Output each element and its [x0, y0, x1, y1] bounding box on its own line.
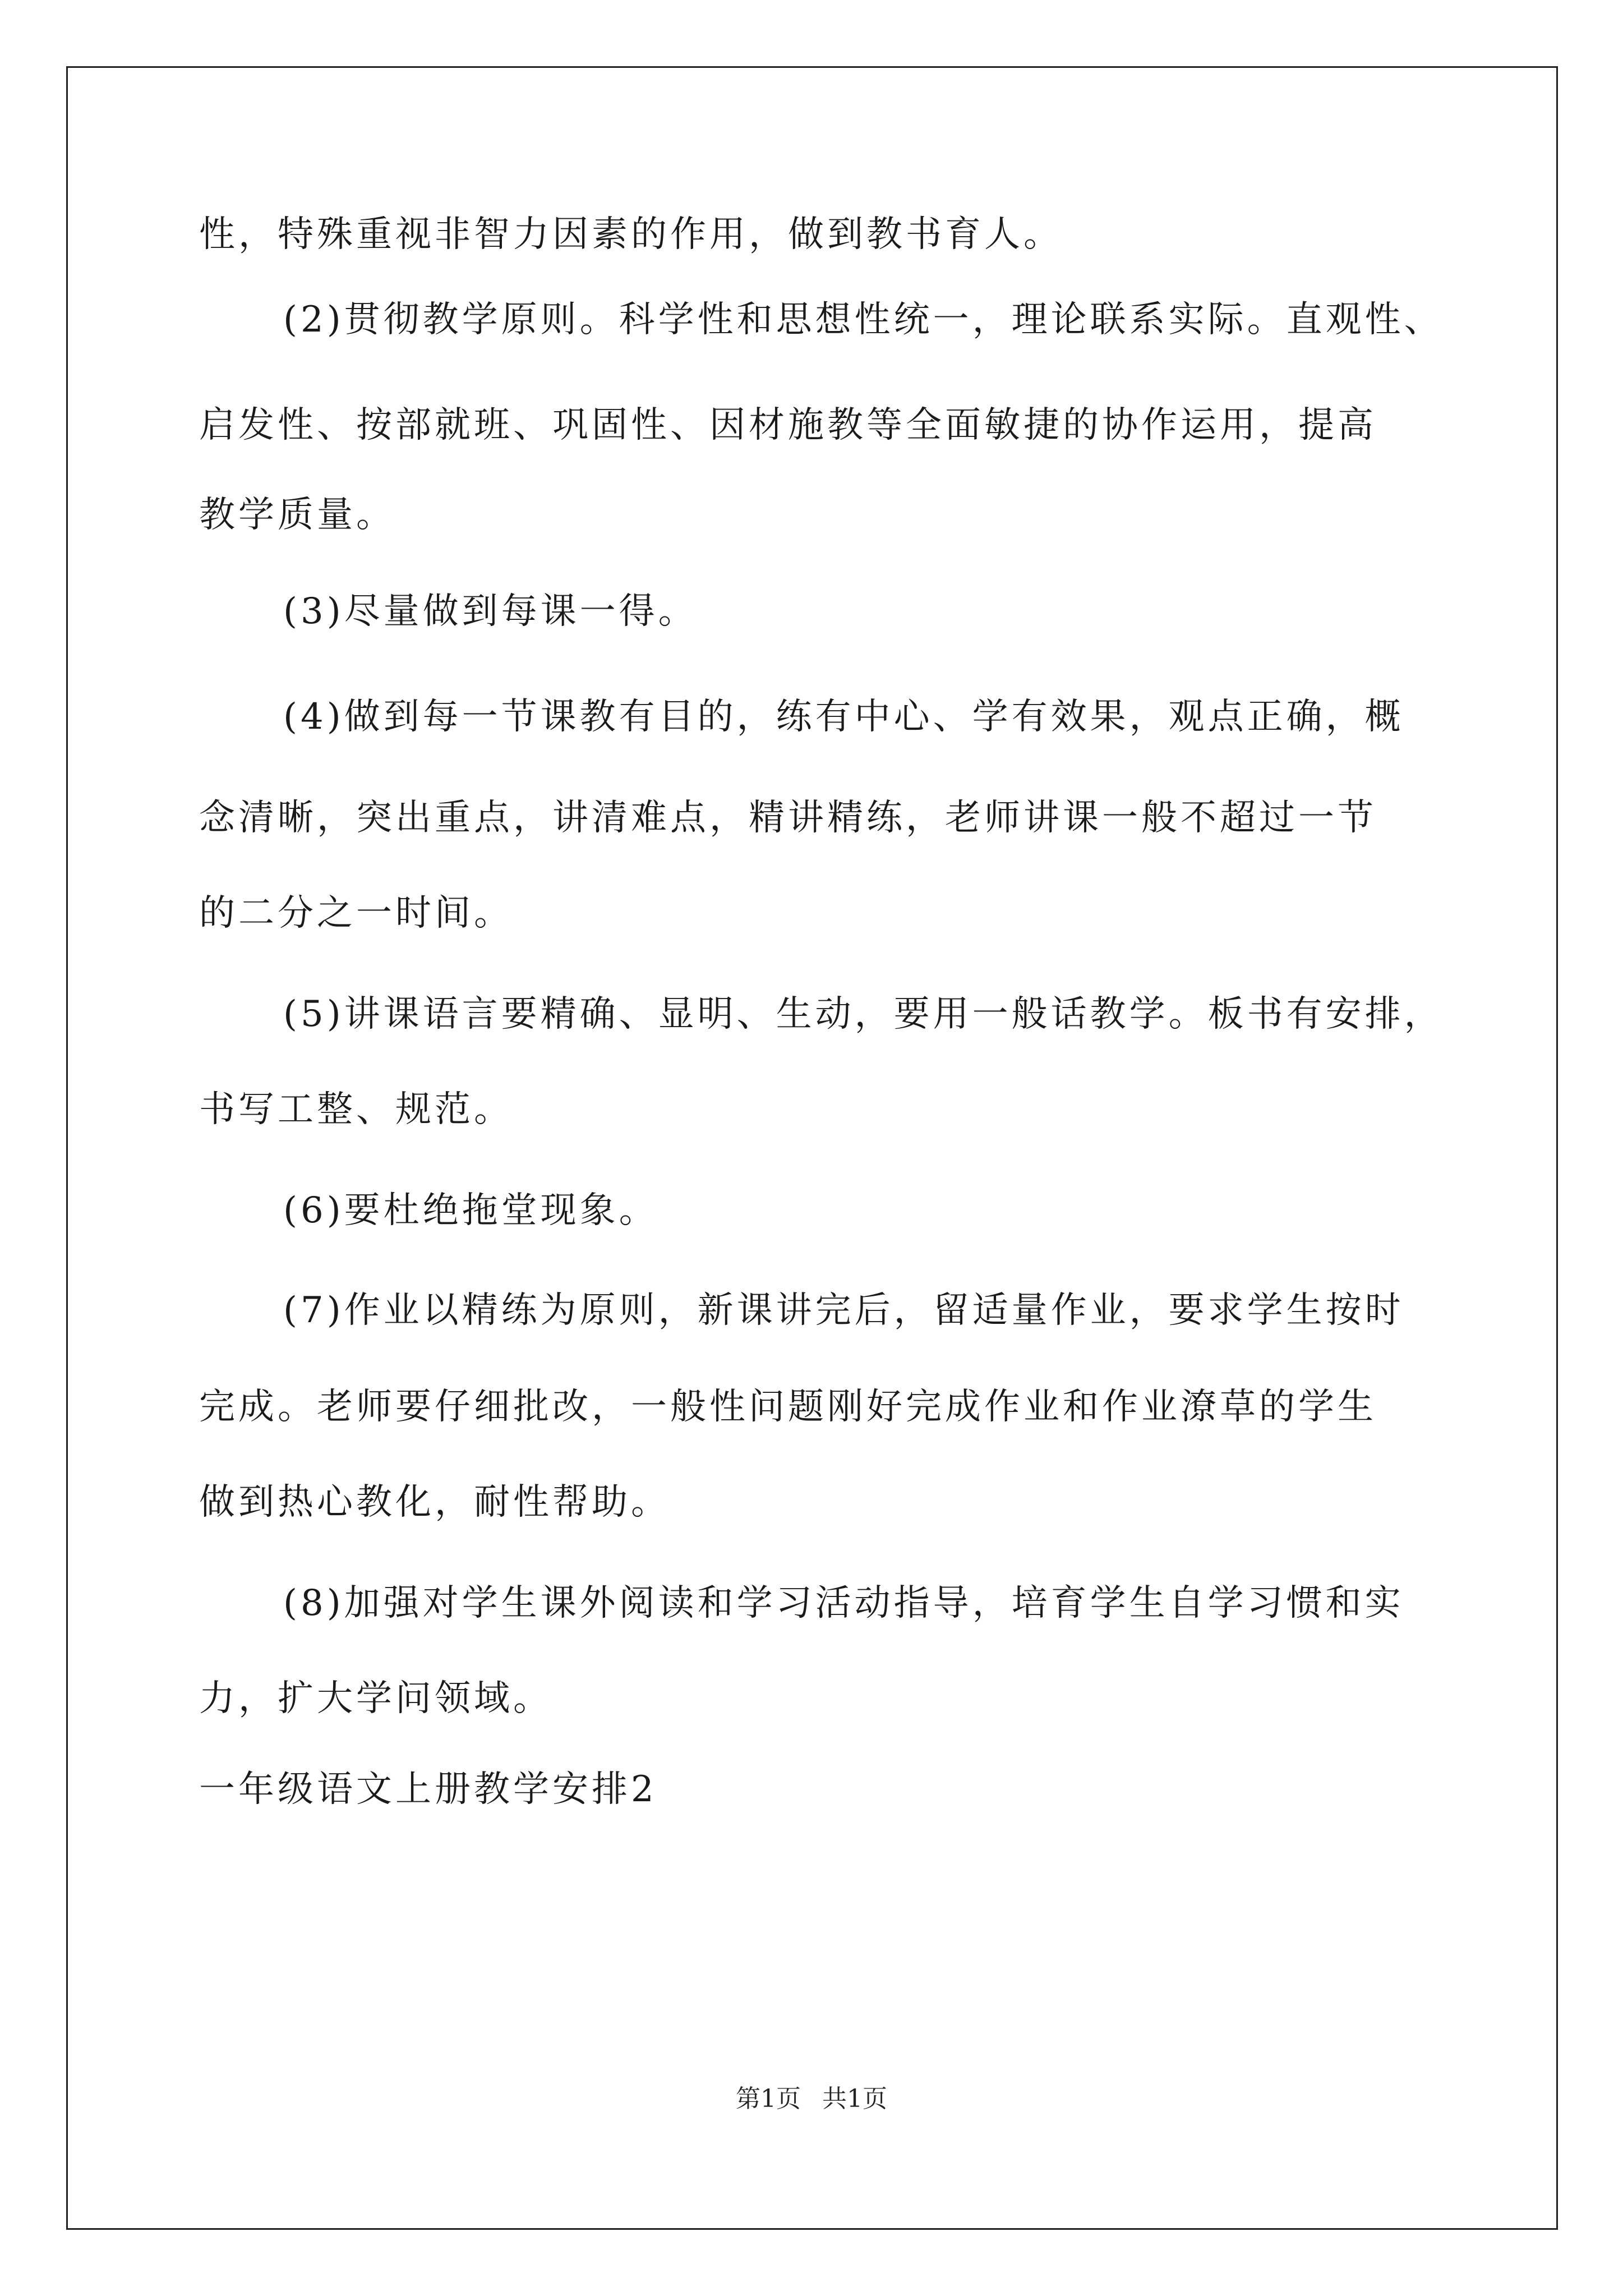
text-line: 的二分之一时间。	[199, 892, 513, 934]
text-line: 力，扩大学问领域。	[199, 1678, 552, 1719]
text-line: 性，特殊重视非智力因素的作用，做到教书育人。	[199, 214, 1063, 255]
page-border	[66, 66, 1558, 2230]
page-footer	[0, 2082, 1623, 2116]
text-line: 做到热心教化，耐性帮助。	[199, 1481, 670, 1523]
text-line: 念清晰，突出重点，讲清难点，精讲精练，老师讲课一般不超过一节	[199, 797, 1377, 839]
text-line: (6)要杜绝拖堂现象。	[283, 1190, 658, 1231]
page-number-total: 共1页	[822, 2085, 887, 2113]
text-line: (4)做到每一节课教有目的，练有中心、学有效果，观点正确，概	[283, 696, 1404, 738]
text-line: (8)加强对学生课外阅读和学习活动指导，培育学生自学习惯和实	[283, 1582, 1404, 1624]
text-line: 启发性、按部就班、巩固性、因材施教等全面敏捷的协作运用，提高	[199, 404, 1377, 446]
text-line: 书写工整、规范。	[199, 1089, 513, 1130]
text-line: 完成。老师要仔细批改，一般性问题刚好完成作业和作业潦草的学生	[199, 1386, 1377, 1428]
text-line: (3)尽量做到每课一得。	[283, 591, 698, 632]
text-line: (7)作业以精练为原则，新课讲完后，留适量作业，要求学生按时	[283, 1290, 1404, 1331]
page-number-current: 第1页	[736, 2085, 801, 2113]
text-line: (2)贯彻教学原则。科学性和思想性统一，理论联系实际。直观性、	[283, 299, 1444, 341]
text-line: 教学质量。	[199, 494, 395, 536]
text-line: (5)讲课语言要精确、显明、生动，要用一般话教学。板书有安排，	[283, 993, 1444, 1035]
section-heading: 一年级语文上册教学安排2	[199, 1769, 657, 1810]
